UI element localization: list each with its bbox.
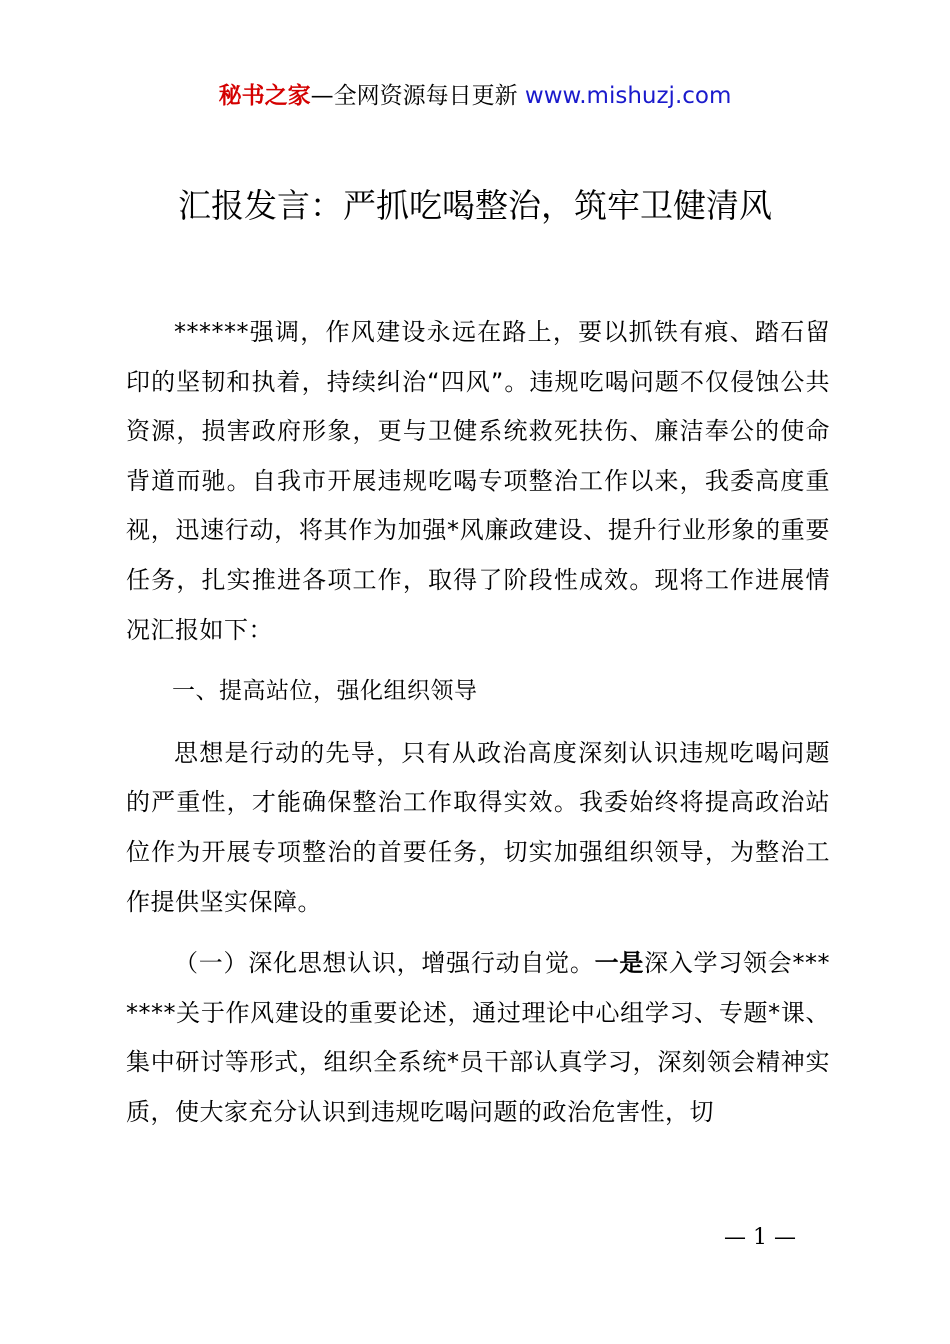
subsection-heading: （一）深化思想认识，增强行动自觉。	[174, 949, 595, 978]
document-body	[126, 308, 830, 1138]
section-heading: 一、提高站位，强化组织领导	[172, 678, 478, 705]
intro-paragraph: ******强调，作风建设永远在路上，要以抓铁有痕、踏石留印的坚韧和执着，持续纠治“四风”。违规吃喝问题不仅侵蚀公共资源，损害政府形象，更与卫健系统救死扶伤、廉洁奉公的使命背道而驰。自我市开展违规吃喝专项整治工作以来，我委高度重视，迅速行动，将其作为加强*风廉政建设、提升行业形象的重要任务，扎实推进各项工作，取得了阶段性成效。现将工作进展情况汇报如下：	[126, 318, 830, 644]
section-paragraph: 思想是行动的先导，只有从政治高度深刻认识违规吃喝问题的严重性，才能确保整治工作取得实效。我委始终将提高政治站位作为开展专项整治的首要任务，切实加强组织领导，为整治工作提供坚实保障。	[126, 738, 830, 916]
subsection-paragraph	[126, 939, 830, 1137]
document-title: 汇报发言：严抓吃喝整治，筑牢卫健清风	[178, 186, 772, 225]
page-number: — 1 —	[724, 1225, 796, 1250]
subsection-text: 深入学习领会*******关于作风建设的重要论述，通过理论中心组学习、专题*课、集中研讨等形式，组织全系统*员干部认真学习，深刻领会精神实质，使大家充分认识到违规吃喝问题的政治危害性，切	[126, 949, 831, 1126]
header-tagline: —全网资源每日更新	[310, 83, 525, 109]
subsection-lead: 一是	[594, 949, 645, 978]
site-header	[0, 80, 950, 112]
brand-name: 秘书之家	[218, 83, 311, 109]
header-url-link[interactable]: www.mishuzj.com	[524, 83, 732, 109]
